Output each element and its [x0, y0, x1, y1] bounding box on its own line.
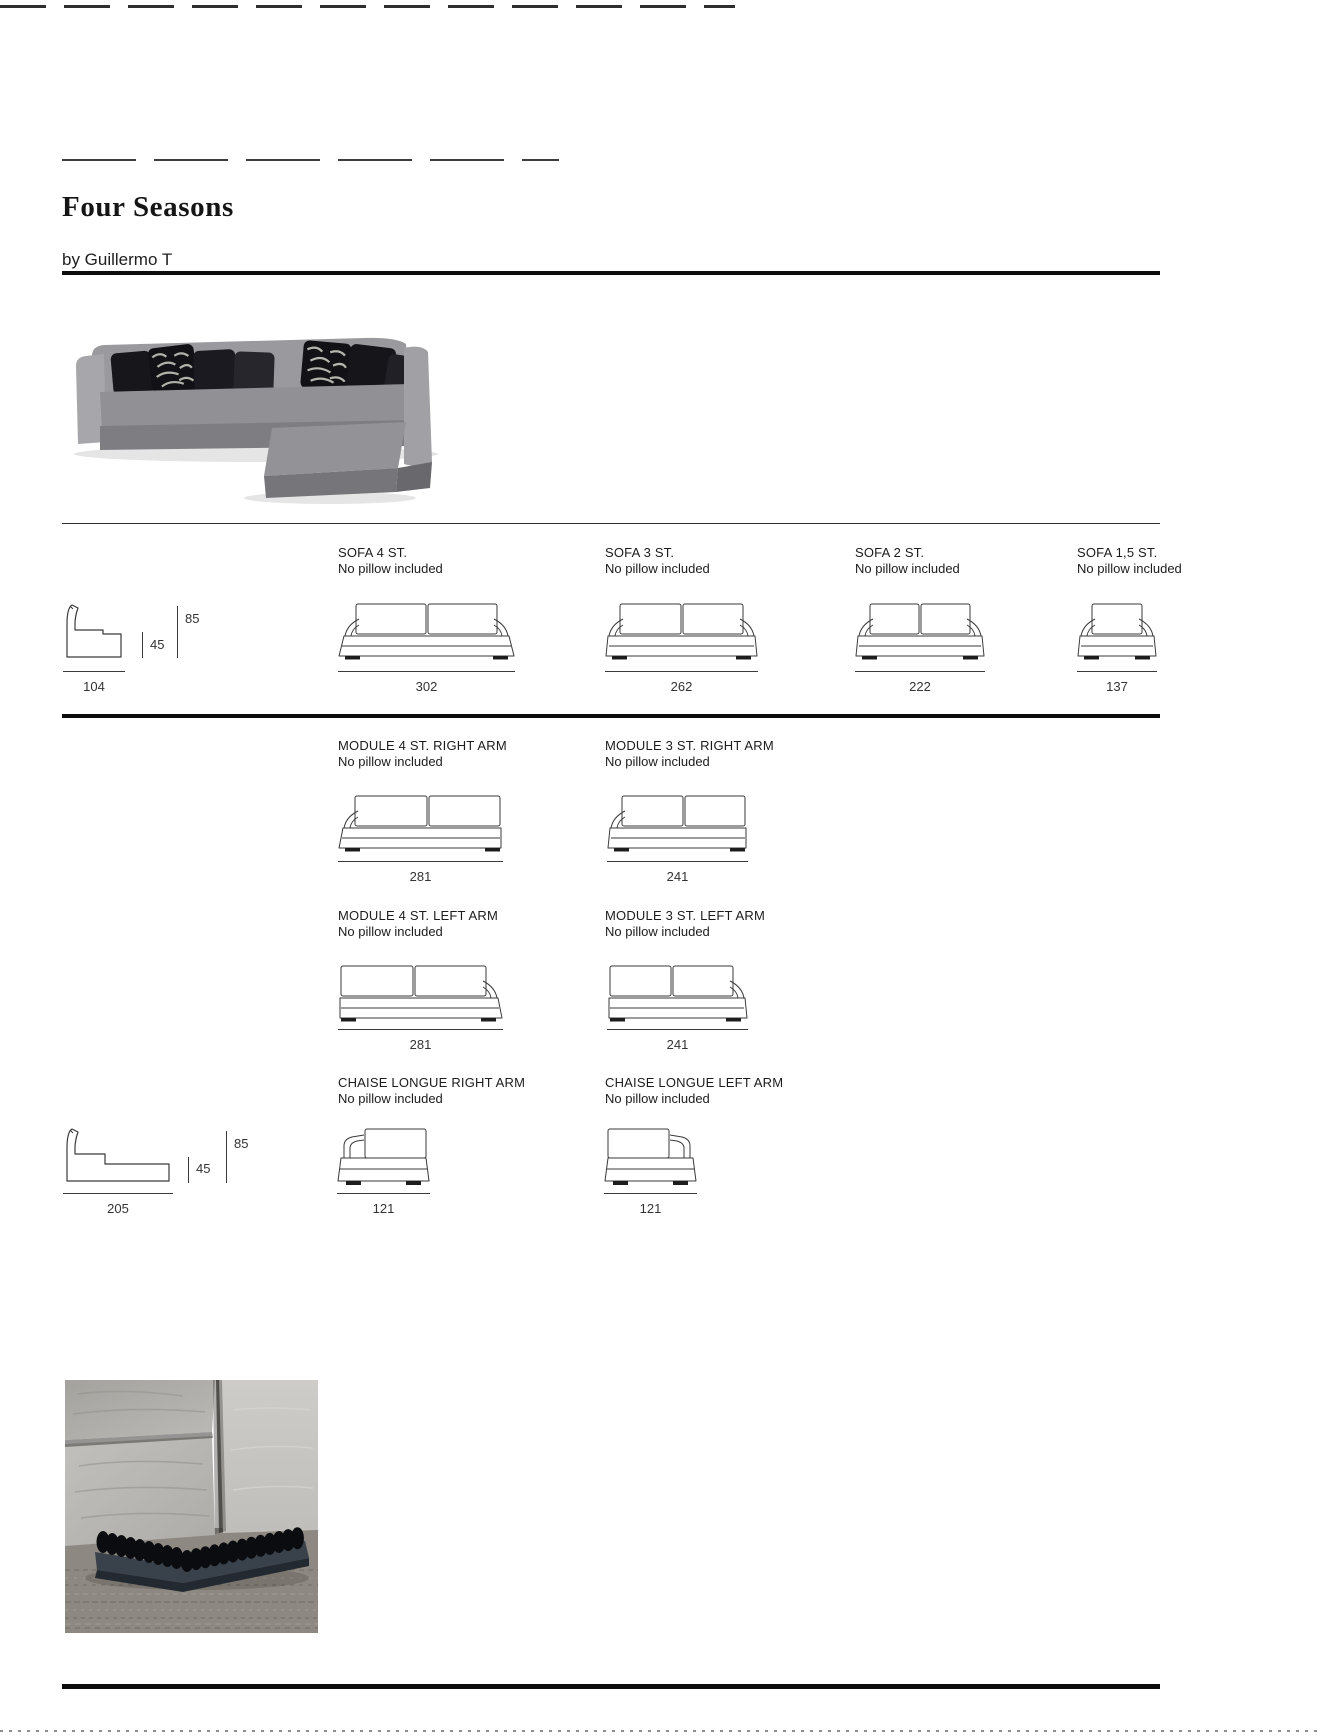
dim-value: 121 — [639, 1201, 662, 1216]
spec-label: MODULE 3 ST. LEFT ARM — [605, 908, 765, 923]
total-height-value: 85 — [185, 611, 200, 626]
spec-note: No pillow included — [338, 1091, 443, 1106]
sofa-3st-dim — [605, 671, 758, 694]
spec-note: No pillow included — [338, 924, 443, 939]
sofa-4st-dim — [338, 671, 515, 694]
spec-note: No pillow included — [338, 561, 443, 576]
header-trim-dashes — [62, 159, 559, 161]
sofa-side-view-drawing — [63, 600, 127, 660]
module-3st-left-dim — [607, 1029, 748, 1052]
spec-module-3st-right — [605, 738, 774, 770]
chaise-total-height-value: 85 — [234, 1136, 249, 1151]
page-title: Four Seasons — [62, 191, 234, 223]
chaise-right-dim — [337, 1193, 430, 1216]
total-height-line — [177, 606, 178, 658]
dim-value: 222 — [909, 679, 931, 694]
spec-sofa-3st — [605, 545, 710, 577]
sofa-15st-dim — [1077, 671, 1157, 694]
dim-value: 241 — [666, 1037, 689, 1052]
dim-value: 121 — [372, 1201, 395, 1216]
sofa-4st-drawing — [338, 598, 515, 662]
chaise-side-view-drawing — [63, 1124, 173, 1184]
dim-value: 137 — [1106, 679, 1128, 694]
dim-value: 241 — [666, 869, 689, 884]
dim-value: 281 — [409, 1037, 432, 1052]
spec-note: No pillow included — [605, 754, 710, 769]
module-4st-left-drawing — [338, 960, 503, 1024]
module-4st-left-dim — [338, 1029, 503, 1052]
page-byline: by Guillermo T — [62, 250, 173, 269]
chaise-depth-value: 205 — [107, 1201, 129, 1216]
spec-sofa-15st — [1077, 545, 1182, 577]
module-3st-right-dim — [607, 861, 748, 884]
spec-module-4st-right — [338, 738, 507, 770]
spec-label: MODULE 4 ST. LEFT ARM — [338, 908, 498, 923]
chaise-left-drawing — [604, 1126, 697, 1190]
sofa-15st-drawing — [1077, 598, 1157, 662]
section-rule — [62, 523, 1160, 524]
chaise-depth-dim — [63, 1193, 173, 1216]
sofa-3st-drawing — [605, 598, 758, 662]
chaise-total-height-line — [226, 1131, 227, 1183]
spec-sofa-4st — [338, 545, 443, 577]
seat-height-value: 45 — [150, 637, 165, 652]
chaise-seat-height-tick — [188, 1157, 189, 1183]
spec-label: SOFA 4 ST. — [338, 545, 408, 560]
dim-value: 281 — [409, 869, 432, 884]
hero-photo — [66, 330, 458, 511]
spec-label: CHAISE LONGUE RIGHT ARM — [338, 1075, 526, 1090]
spec-label: SOFA 2 ST. — [855, 545, 925, 560]
module-4st-right-dim — [338, 861, 503, 884]
detail-photo — [65, 1380, 318, 1638]
top-trim-dashes — [0, 5, 735, 8]
spec-note: No pillow included — [1077, 561, 1182, 576]
dim-value: 302 — [415, 679, 438, 694]
module-3st-left-drawing — [607, 960, 748, 1024]
sofa-2st-dim — [855, 671, 985, 694]
spec-label: MODULE 4 ST. RIGHT ARM — [338, 738, 507, 753]
chaise-left-dim — [604, 1193, 697, 1216]
header-rule — [62, 271, 1160, 275]
spec-note: No pillow included — [855, 561, 960, 576]
spec-label: CHAISE LONGUE LEFT ARM — [605, 1075, 784, 1090]
depth-dim — [63, 671, 125, 694]
spec-note: No pillow included — [605, 561, 710, 576]
seat-height-tick — [142, 632, 143, 658]
spec-label: SOFA 1,5 ST. — [1077, 545, 1158, 560]
spec-sofa-2st — [855, 545, 960, 577]
spec-label: MODULE 3 ST. RIGHT ARM — [605, 738, 774, 753]
module-3st-right-drawing — [607, 790, 748, 854]
chaise-seat-height-value: 45 — [196, 1161, 211, 1176]
sofa-2st-drawing — [855, 598, 985, 662]
spec-module-3st-left — [605, 908, 765, 940]
spec-note: No pillow included — [338, 754, 443, 769]
chaise-right-drawing — [337, 1126, 430, 1190]
footer-rule — [62, 1684, 1160, 1689]
module-4st-right-drawing — [338, 790, 503, 854]
bottom-trim-dots — [0, 1730, 1322, 1732]
spec-chaise-right — [338, 1075, 525, 1107]
spec-note: No pillow included — [605, 1091, 710, 1106]
divider-rule — [62, 714, 1160, 718]
spec-label: SOFA 3 ST. — [605, 545, 675, 560]
spec-chaise-left — [605, 1075, 783, 1107]
dim-value: 262 — [670, 679, 693, 694]
spec-note: No pillow included — [605, 924, 710, 939]
spec-module-4st-left — [338, 908, 498, 940]
depth-value: 104 — [83, 679, 105, 694]
